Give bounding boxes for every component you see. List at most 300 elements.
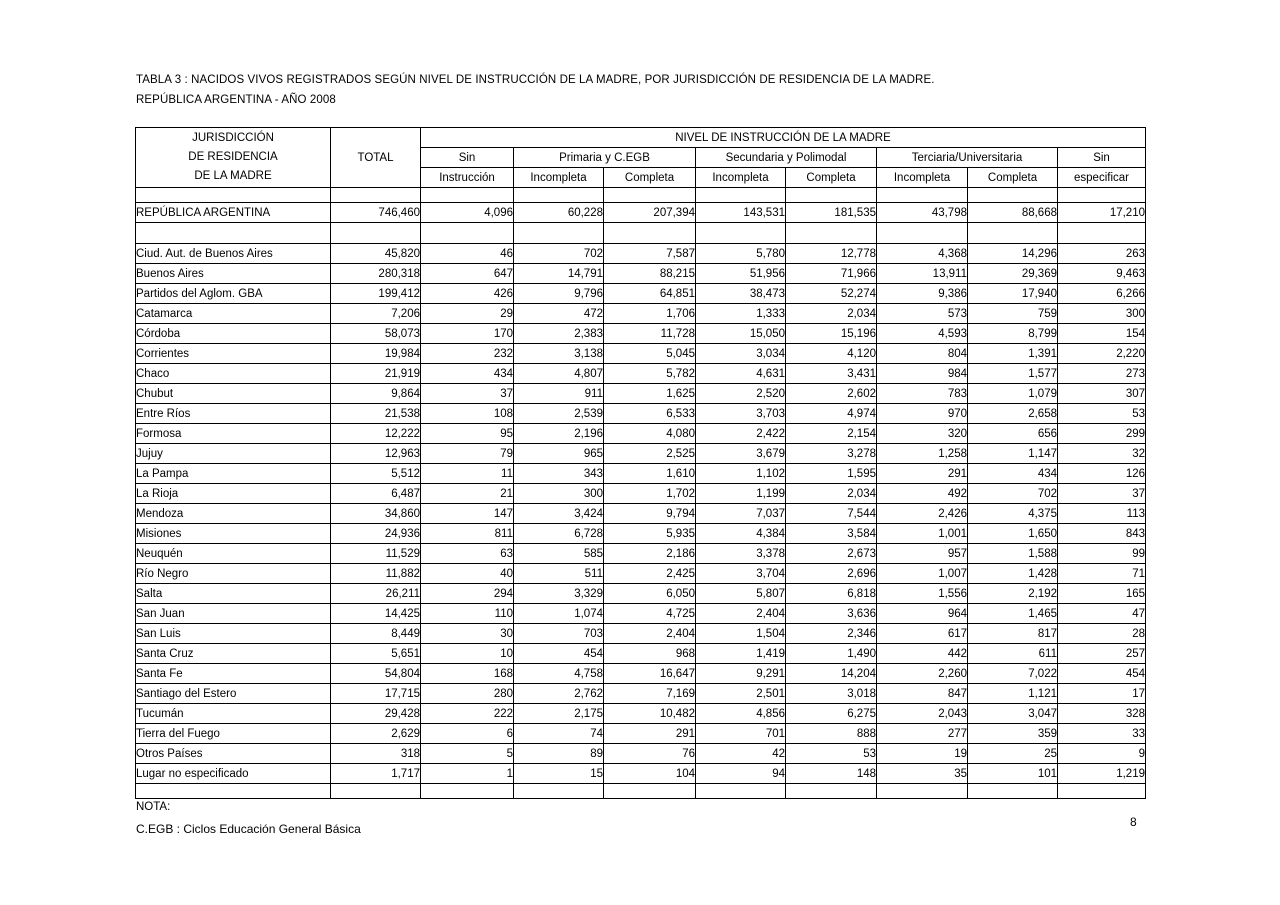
spacer-cell: [514, 188, 604, 203]
row-jurisdiction-label: Chubut: [136, 384, 331, 404]
row-cell-sec-com: 3,018: [786, 684, 877, 704]
row-cell-sin-esp: 328: [1058, 704, 1146, 724]
row-jurisdiction-label: San Juan: [136, 604, 331, 624]
row-cell-sin-instruccion: 280: [421, 684, 514, 704]
row-cell-ter-com: 1,465: [968, 604, 1058, 624]
row-cell-ter-inc: 2,043: [877, 704, 968, 724]
row-cell-prim-inc: 4,758: [514, 664, 604, 684]
row-cell-ter-com: 7,022: [968, 664, 1058, 684]
row-cell-ter-inc: 2,426: [877, 504, 968, 524]
spacer-cell: [514, 784, 604, 799]
row-cell-ter-inc: 617: [877, 624, 968, 644]
row-cell-total: 26,211: [331, 584, 421, 604]
row-cell-sin-esp: 17: [1058, 684, 1146, 704]
table-row: [136, 544, 1146, 564]
row-cell-prim-inc: 15: [514, 764, 604, 784]
row-cell-prim-com: 5,935: [604, 524, 696, 544]
row-cell-total: 21,538: [331, 404, 421, 424]
row-cell-total: 5,512: [331, 464, 421, 484]
row-cell-sin-esp: 843: [1058, 524, 1146, 544]
row-cell-ter-inc: 984: [877, 364, 968, 384]
table-row: [136, 203, 1146, 223]
header-terciaria-group: Terciaria/Universitaria: [877, 148, 1058, 168]
row-cell-prim-inc: 60,228: [514, 203, 604, 223]
table-row: [136, 684, 1146, 704]
row-cell-total: 54,804: [331, 664, 421, 684]
row-cell-sec-com: 2,602: [786, 384, 877, 404]
row-cell-ter-com: 1,588: [968, 544, 1058, 564]
row-cell-ter-inc: 277: [877, 724, 968, 744]
table-row: [136, 244, 1146, 264]
row-jurisdiction-label: Chaco: [136, 364, 331, 384]
row-cell-prim-inc: 702: [514, 244, 604, 264]
row-cell-prim-inc: 965: [514, 444, 604, 464]
row-cell-sec-inc: 42: [696, 744, 786, 764]
row-cell-ter-inc: 970: [877, 404, 968, 424]
row-cell-sec-inc: 7,037: [696, 504, 786, 524]
row-cell-ter-inc: 1,007: [877, 564, 968, 584]
row-cell-prim-inc: 911: [514, 384, 604, 404]
row-cell-sin-instruccion: 294: [421, 584, 514, 604]
row-cell-ter-inc: 957: [877, 544, 968, 564]
row-cell-ter-com: 2,658: [968, 404, 1058, 424]
row-cell-sin-instruccion: 108: [421, 404, 514, 424]
row-cell-sec-com: 12,778: [786, 244, 877, 264]
table-spacer-row: [136, 223, 1146, 244]
row-cell-prim-inc: 3,424: [514, 504, 604, 524]
row-jurisdiction-label: La Rioja: [136, 484, 331, 504]
row-cell-sin-esp: 113: [1058, 504, 1146, 524]
row-cell-sin-instruccion: 10: [421, 644, 514, 664]
row-cell-sin-esp: 307: [1058, 384, 1146, 404]
row-cell-sec-com: 148: [786, 764, 877, 784]
row-cell-ter-com: 1,147: [968, 444, 1058, 464]
row-cell-prim-com: 5,782: [604, 364, 696, 384]
row-cell-sin-esp: 299: [1058, 424, 1146, 444]
row-cell-total: 58,073: [331, 324, 421, 344]
spacer-cell: [331, 223, 421, 244]
row-cell-prim-com: 1,625: [604, 384, 696, 404]
row-cell-ter-inc: 492: [877, 484, 968, 504]
row-jurisdiction-label: Entre Ríos: [136, 404, 331, 424]
row-cell-sec-inc: 94: [696, 764, 786, 784]
row-cell-sin-instruccion: 63: [421, 544, 514, 564]
row-cell-sec-inc: 3,034: [696, 344, 786, 364]
row-cell-sin-esp: 2,220: [1058, 344, 1146, 364]
row-cell-sin-esp: 9: [1058, 744, 1146, 764]
row-cell-sin-esp: 1,219: [1058, 764, 1146, 784]
row-cell-total: 2,629: [331, 724, 421, 744]
row-cell-total: 1,717: [331, 764, 421, 784]
row-cell-prim-com: 104: [604, 764, 696, 784]
row-cell-ter-inc: 1,001: [877, 524, 968, 544]
header-jurisdiction-line1: JURISDICCIÓN: [192, 132, 274, 144]
row-cell-sec-inc: 4,856: [696, 704, 786, 724]
row-cell-prim-com: 16,647: [604, 664, 696, 684]
table-row: [136, 484, 1146, 504]
spacer-cell: [968, 784, 1058, 799]
row-cell-prim-com: 7,169: [604, 684, 696, 704]
row-cell-sec-com: 2,346: [786, 624, 877, 644]
row-cell-sin-instruccion: 170: [421, 324, 514, 344]
header-terciaria-incompleta: Incompleta: [877, 168, 968, 188]
row-cell-prim-inc: 89: [514, 744, 604, 764]
row-cell-ter-inc: 804: [877, 344, 968, 364]
row-cell-sec-inc: 2,501: [696, 684, 786, 704]
row-cell-sin-esp: 273: [1058, 364, 1146, 384]
row-cell-sec-com: 1,595: [786, 464, 877, 484]
row-cell-ter-inc: 573: [877, 304, 968, 324]
spacer-cell: [1058, 223, 1146, 244]
header-row-1: [136, 128, 1146, 148]
row-cell-sin-instruccion: 168: [421, 664, 514, 684]
row-cell-prim-inc: 6,728: [514, 524, 604, 544]
row-jurisdiction-label: Otros Países: [136, 744, 331, 764]
row-cell-ter-com: 88,668: [968, 203, 1058, 223]
row-cell-sec-com: 15,196: [786, 324, 877, 344]
row-cell-ter-com: 759: [968, 304, 1058, 324]
row-cell-prim-inc: 2,383: [514, 324, 604, 344]
row-jurisdiction-label: Tierra del Fuego: [136, 724, 331, 744]
row-jurisdiction-label: Neuquén: [136, 544, 331, 564]
row-cell-sec-com: 53: [786, 744, 877, 764]
row-cell-total: 14,425: [331, 604, 421, 624]
spacer-cell: [136, 223, 331, 244]
row-cell-sin-esp: 28: [1058, 624, 1146, 644]
row-cell-sec-com: 14,204: [786, 664, 877, 684]
table-spacer-row: [136, 188, 1146, 203]
row-cell-prim-inc: 472: [514, 304, 604, 324]
row-cell-sin-instruccion: 46: [421, 244, 514, 264]
row-cell-sin-esp: 9,463: [1058, 264, 1146, 284]
row-jurisdiction-label: Jujuy: [136, 444, 331, 464]
row-cell-total: 45,820: [331, 244, 421, 264]
row-cell-ter-com: 29,369: [968, 264, 1058, 284]
header-sin-instruccion-1: Sin: [421, 148, 514, 168]
table-row: [136, 424, 1146, 444]
row-jurisdiction-label: Santiago del Estero: [136, 684, 331, 704]
row-cell-sec-com: 888: [786, 724, 877, 744]
row-cell-sin-esp: 71: [1058, 564, 1146, 584]
row-jurisdiction-label: Buenos Aires: [136, 264, 331, 284]
row-cell-sin-esp: 300: [1058, 304, 1146, 324]
row-cell-sin-instruccion: 11: [421, 464, 514, 484]
row-jurisdiction-label: Córdoba: [136, 324, 331, 344]
row-cell-total: 11,529: [331, 544, 421, 564]
row-cell-total: 9,864: [331, 384, 421, 404]
row-cell-sin-instruccion: 147: [421, 504, 514, 524]
row-cell-ter-com: 1,428: [968, 564, 1058, 584]
row-cell-sin-esp: 454: [1058, 664, 1146, 684]
row-cell-prim-com: 2,186: [604, 544, 696, 564]
row-cell-sec-com: 2,034: [786, 304, 877, 324]
row-cell-prim-com: 5,045: [604, 344, 696, 364]
row-cell-sin-esp: 33: [1058, 724, 1146, 744]
row-cell-total: 746,460: [331, 203, 421, 223]
table-row: [136, 704, 1146, 724]
row-jurisdiction-label: Misiones: [136, 524, 331, 544]
row-cell-sec-inc: 701: [696, 724, 786, 744]
row-cell-sin-instruccion: 79: [421, 444, 514, 464]
row-cell-ter-inc: 1,258: [877, 444, 968, 464]
spacer-cell: [604, 784, 696, 799]
spacer-cell: [514, 223, 604, 244]
row-jurisdiction-label: La Pampa: [136, 464, 331, 484]
row-jurisdiction-label: Formosa: [136, 424, 331, 444]
row-cell-sec-com: 7,544: [786, 504, 877, 524]
table-row: [136, 344, 1146, 364]
row-cell-prim-com: 4,725: [604, 604, 696, 624]
header-jurisdiction-line2: DE RESIDENCIA: [188, 151, 278, 163]
row-cell-sec-com: 6,818: [786, 584, 877, 604]
spacer-cell: [604, 223, 696, 244]
row-cell-prim-inc: 585: [514, 544, 604, 564]
row-cell-sin-esp: 17,210: [1058, 203, 1146, 223]
table-row: [136, 464, 1146, 484]
row-cell-ter-com: 14,296: [968, 244, 1058, 264]
table-row: [136, 764, 1146, 784]
row-cell-sin-instruccion: 110: [421, 604, 514, 624]
table-row: [136, 604, 1146, 624]
row-cell-ter-com: 1,079: [968, 384, 1058, 404]
row-cell-sec-inc: 9,291: [696, 664, 786, 684]
row-cell-ter-com: 1,577: [968, 364, 1058, 384]
table-title-block: [136, 70, 1146, 110]
row-cell-total: 34,860: [331, 504, 421, 524]
row-cell-total: 199,412: [331, 284, 421, 304]
row-cell-prim-inc: 1,074: [514, 604, 604, 624]
spacer-cell: [877, 784, 968, 799]
row-cell-sec-com: 3,636: [786, 604, 877, 624]
spacer-cell: [421, 784, 514, 799]
header-primaria-group: Primaria y C.EGB: [514, 148, 696, 168]
row-cell-ter-inc: 783: [877, 384, 968, 404]
row-cell-sec-com: 3,584: [786, 524, 877, 544]
row-cell-sec-inc: 4,384: [696, 524, 786, 544]
row-cell-prim-inc: 3,138: [514, 344, 604, 364]
table-row: [136, 284, 1146, 304]
row-cell-total: 29,428: [331, 704, 421, 724]
row-cell-ter-inc: 35: [877, 764, 968, 784]
row-cell-total: 280,318: [331, 264, 421, 284]
row-cell-total: 24,936: [331, 524, 421, 544]
row-jurisdiction-label: REPÚBLICA ARGENTINA: [136, 203, 331, 223]
row-cell-sec-inc: 2,404: [696, 604, 786, 624]
row-cell-ter-com: 1,650: [968, 524, 1058, 544]
row-cell-prim-inc: 2,762: [514, 684, 604, 704]
table-row: [136, 264, 1146, 284]
table-row: [136, 404, 1146, 424]
row-cell-sec-inc: 2,422: [696, 424, 786, 444]
row-cell-sin-esp: 99: [1058, 544, 1146, 564]
row-cell-prim-inc: 74: [514, 724, 604, 744]
row-cell-sin-instruccion: 40: [421, 564, 514, 584]
row-cell-prim-com: 6,050: [604, 584, 696, 604]
row-cell-ter-com: 656: [968, 424, 1058, 444]
row-jurisdiction-label: Santa Cruz: [136, 644, 331, 664]
header-jurisdiction-line3: DE LA MADRE: [194, 170, 272, 182]
row-cell-prim-inc: 343: [514, 464, 604, 484]
row-cell-prim-inc: 2,196: [514, 424, 604, 444]
row-cell-sec-com: 2,154: [786, 424, 877, 444]
row-cell-sec-inc: 1,333: [696, 304, 786, 324]
row-jurisdiction-label: Lugar no especificado: [136, 764, 331, 784]
row-cell-prim-com: 64,851: [604, 284, 696, 304]
row-cell-sin-esp: 6,266: [1058, 284, 1146, 304]
row-cell-ter-inc: 320: [877, 424, 968, 444]
row-cell-sec-com: 181,535: [786, 203, 877, 223]
row-cell-prim-com: 968: [604, 644, 696, 664]
row-cell-total: 5,651: [331, 644, 421, 664]
table-row: [136, 724, 1146, 744]
row-cell-sec-inc: 1,199: [696, 484, 786, 504]
header-secundaria-group: Secundaria y Polimodal: [696, 148, 877, 168]
row-cell-ter-inc: 4,368: [877, 244, 968, 264]
spacer-cell: [696, 223, 786, 244]
row-cell-sin-esp: 154: [1058, 324, 1146, 344]
spacer-cell: [968, 188, 1058, 203]
row-cell-total: 318: [331, 744, 421, 764]
row-cell-sin-instruccion: 37: [421, 384, 514, 404]
table-row: [136, 304, 1146, 324]
row-cell-sec-inc: 3,704: [696, 564, 786, 584]
table-row: [136, 444, 1146, 464]
row-cell-ter-com: 611: [968, 644, 1058, 664]
row-cell-total: 17,715: [331, 684, 421, 704]
row-jurisdiction-label: Mendoza: [136, 504, 331, 524]
header-primaria-completa: Completa: [604, 168, 696, 188]
row-cell-sin-instruccion: 21: [421, 484, 514, 504]
row-cell-sec-com: 6,275: [786, 704, 877, 724]
row-jurisdiction-label: Catamarca: [136, 304, 331, 324]
row-cell-sec-com: 3,431: [786, 364, 877, 384]
row-cell-sec-com: 1,490: [786, 644, 877, 664]
spacer-cell: [421, 223, 514, 244]
row-cell-sec-inc: 143,531: [696, 203, 786, 223]
row-cell-prim-com: 1,706: [604, 304, 696, 324]
note-label: NOTA:: [136, 801, 171, 813]
row-jurisdiction-label: Salta: [136, 584, 331, 604]
table-row: [136, 564, 1146, 584]
row-cell-sin-instruccion: 222: [421, 704, 514, 724]
row-jurisdiction-label: Santa Fe: [136, 664, 331, 684]
row-cell-sec-inc: 51,956: [696, 264, 786, 284]
table-row: [136, 524, 1146, 544]
header-secundaria-incompleta: Incompleta: [696, 168, 786, 188]
spacer-cell: [786, 188, 877, 203]
row-cell-total: 19,984: [331, 344, 421, 364]
header-total: TOTAL: [331, 128, 421, 188]
row-cell-sin-instruccion: 30: [421, 624, 514, 644]
row-cell-ter-com: 17,940: [968, 284, 1058, 304]
row-cell-sec-com: 71,966: [786, 264, 877, 284]
row-cell-ter-com: 817: [968, 624, 1058, 644]
row-cell-prim-com: 88,215: [604, 264, 696, 284]
row-cell-sec-inc: 3,679: [696, 444, 786, 464]
table-row: [136, 744, 1146, 764]
row-cell-sin-instruccion: 95: [421, 424, 514, 444]
row-cell-ter-com: 1,121: [968, 684, 1058, 704]
header-jurisdiction: [136, 128, 331, 188]
row-cell-sin-instruccion: 647: [421, 264, 514, 284]
row-cell-sin-instruccion: 6: [421, 724, 514, 744]
row-cell-prim-com: 9,794: [604, 504, 696, 524]
row-cell-ter-com: 101: [968, 764, 1058, 784]
row-cell-sec-inc: 1,419: [696, 644, 786, 664]
row-cell-ter-inc: 43,798: [877, 203, 968, 223]
row-cell-prim-com: 10,482: [604, 704, 696, 724]
row-cell-sin-esp: 263: [1058, 244, 1146, 264]
row-cell-ter-com: 25: [968, 744, 1058, 764]
row-cell-ter-inc: 19: [877, 744, 968, 764]
row-jurisdiction-label: Partidos del Aglom. GBA: [136, 284, 331, 304]
row-cell-ter-inc: 2,260: [877, 664, 968, 684]
row-cell-sec-inc: 3,703: [696, 404, 786, 424]
row-cell-prim-com: 2,425: [604, 564, 696, 584]
row-cell-sec-inc: 5,807: [696, 584, 786, 604]
row-jurisdiction-label: Ciud. Aut. de Buenos Aires: [136, 244, 331, 264]
table-row: [136, 324, 1146, 344]
table-body: [136, 188, 1146, 799]
row-cell-sin-instruccion: 811: [421, 524, 514, 544]
table-footnote: [136, 796, 361, 840]
row-cell-ter-com: 434: [968, 464, 1058, 484]
header-secundaria-completa: Completa: [786, 168, 877, 188]
row-cell-ter-com: 2,192: [968, 584, 1058, 604]
row-cell-total: 7,206: [331, 304, 421, 324]
spacer-cell: [968, 223, 1058, 244]
header-education-level-group: NIVEL DE INSTRUCCIÓN DE LA MADRE: [421, 128, 1146, 148]
row-cell-ter-com: 4,375: [968, 504, 1058, 524]
row-cell-prim-inc: 703: [514, 624, 604, 644]
table-row: [136, 504, 1146, 524]
row-cell-ter-inc: 4,593: [877, 324, 968, 344]
header-terciaria-completa: Completa: [968, 168, 1058, 188]
row-cell-sin-instruccion: 1: [421, 764, 514, 784]
row-cell-prim-com: 76: [604, 744, 696, 764]
row-cell-total: 6,487: [331, 484, 421, 504]
row-cell-sec-com: 4,974: [786, 404, 877, 424]
row-cell-sin-instruccion: 434: [421, 364, 514, 384]
row-cell-sin-esp: 32: [1058, 444, 1146, 464]
row-jurisdiction-label: San Luis: [136, 624, 331, 644]
spacer-cell: [877, 223, 968, 244]
row-cell-ter-inc: 13,911: [877, 264, 968, 284]
row-cell-ter-com: 359: [968, 724, 1058, 744]
row-cell-total: 21,919: [331, 364, 421, 384]
spacer-cell: [331, 188, 421, 203]
row-cell-sec-com: 2,673: [786, 544, 877, 564]
row-cell-prim-com: 291: [604, 724, 696, 744]
row-jurisdiction-label: Corrientes: [136, 344, 331, 364]
row-cell-prim-inc: 454: [514, 644, 604, 664]
table-row: [136, 364, 1146, 384]
row-cell-ter-inc: 847: [877, 684, 968, 704]
spacer-cell: [1058, 784, 1146, 799]
row-cell-prim-inc: 3,329: [514, 584, 604, 604]
row-cell-sin-esp: 53: [1058, 404, 1146, 424]
row-cell-ter-inc: 291: [877, 464, 968, 484]
row-cell-sin-instruccion: 29: [421, 304, 514, 324]
spacer-cell: [696, 188, 786, 203]
spacer-cell: [1058, 188, 1146, 203]
row-cell-total: 12,963: [331, 444, 421, 464]
row-cell-prim-com: 6,533: [604, 404, 696, 424]
row-cell-prim-inc: 9,796: [514, 284, 604, 304]
row-cell-prim-com: 7,587: [604, 244, 696, 264]
row-cell-sin-instruccion: 426: [421, 284, 514, 304]
row-cell-sin-esp: 126: [1058, 464, 1146, 484]
